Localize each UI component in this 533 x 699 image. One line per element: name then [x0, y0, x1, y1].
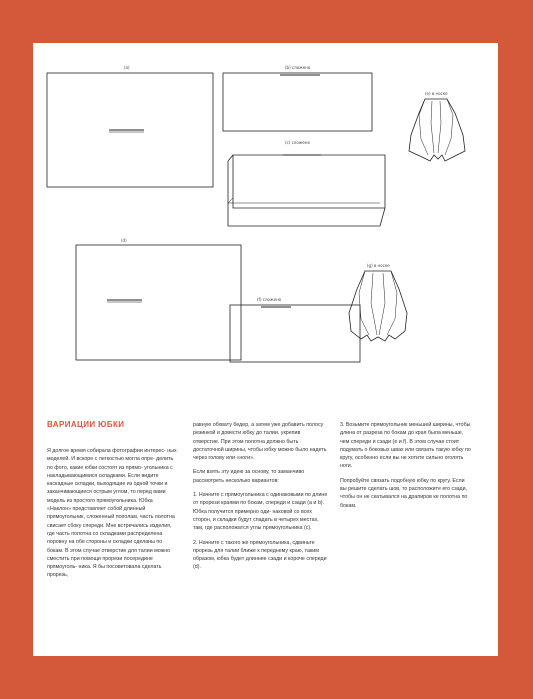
diagram-b-rect — [223, 73, 372, 131]
label-e: (e) в носке — [425, 91, 448, 96]
col3-paragraph-2: Попробуйте связать подобную юбку по кругу. Если вы решите сделать шов, то расположите его сзади, чтобы он не скатывался на драпиров ке полотна по бокам. — [340, 477, 468, 509]
skirt-diagrams — [33, 43, 498, 418]
section-title: ВАРИАЦИИ ЮБКИ — [47, 420, 125, 429]
label-c: (c) сложено — [285, 140, 310, 145]
col2-paragraph-3: 1. Начните с прямоугольника с одинаковыми по длине от прорези краями по бокам, спереди и сзади (a и b). Юбка получится примерно оди- наковой со всех сторон, и складки будут спадать в четырех местах, там, где расположатся углы прямоугольника (c). — [193, 492, 328, 532]
text-column-1 — [47, 447, 178, 585]
diagram-f-rect — [230, 305, 360, 362]
label-g: (g) в носке — [367, 263, 390, 268]
diagram-d-rect — [76, 245, 241, 360]
label-f: (f) сложено — [257, 297, 282, 302]
text-column-3 — [340, 421, 471, 516]
diagram-e-skirt — [409, 99, 465, 161]
text-column-2 — [193, 421, 328, 578]
label-d: (d) — [121, 238, 127, 243]
col2-paragraph-4: 2. Начните с такого же прямоугольника, сдвиньте прорезь для талии ближе к переднему краю, таким образом, юбка будет длиннее сзади и короче спереди (d). — [193, 539, 327, 571]
diagram-c-front — [228, 155, 385, 226]
page — [33, 43, 498, 656]
col1-paragraph: Я долгое время собирала фотографии интерес- ных моделей. И вскоре с легкостью могла опре- делить по фото, какие юбки состоят из прямо- угольника с накладывающимися складками. Если видите каскадные складки, выходящие из одной точки и заканчивающиеся острым углом, то перед вами модель из простого прямоугольника. Юбка «Наклон» представляет собой длинный прямоугольник, сложенный пополам, часть полотна свисает сбоку спереди. Мне встречались изделия, где часть полотна со складками распределена поровну на обе стороны и складки сделаны по бокам. В этом случае отверстие для талии можно сместить при помощи прорези посередине прямоуголь- ника. Я бы посоветовала сделать прорезь, — [47, 448, 177, 579]
diagram-c-back — [233, 155, 385, 208]
label-a: (a) — [124, 65, 130, 70]
col3-paragraph-1: 3. Возьмите прямоугольник меньшей ширины, чтобы длина от разреза по бокам до края была меньше, чем спереди и сзади (e и f). В этом случае стоит подумать о боковых швах или связать такую юбку по кругу, особенно если вы не хотите сильно оголять ноги. — [340, 422, 471, 470]
label-b: (b) сложено — [285, 65, 311, 70]
col2-paragraph-2: Если взять эту идею за основу, то заманчиво рассмотреть несколько вариантов: — [193, 469, 305, 484]
col2-paragraph-1: равную обхвату бедер, а затем уже добавить полосу резинкой и довести юбку до талии, укрепив отверстие. При этом полотна должно быть достаточной ширины, чтобы юбку можно было надеть через голову или «ноги». — [193, 422, 327, 462]
diagram-g-skirt — [349, 271, 407, 341]
